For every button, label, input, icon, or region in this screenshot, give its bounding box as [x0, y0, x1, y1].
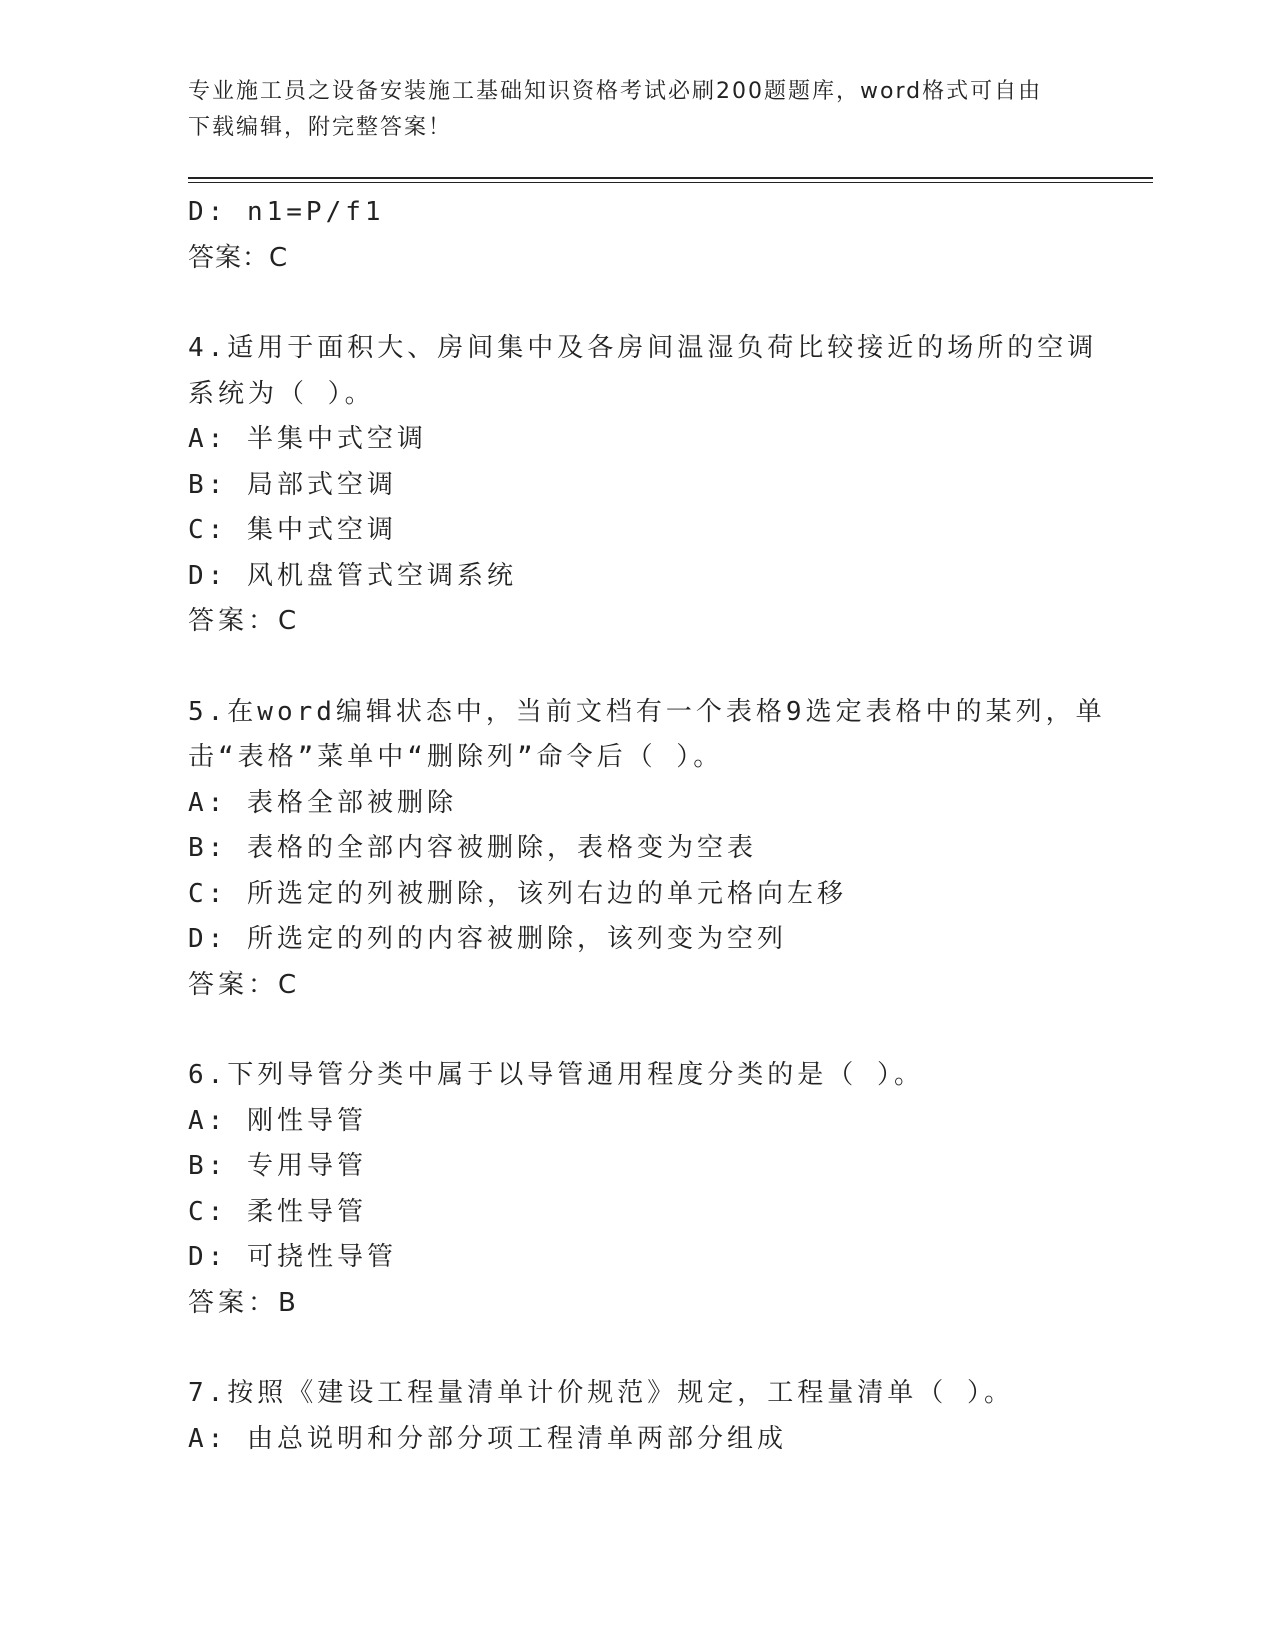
option-d: D: 可挠性导管	[188, 1242, 397, 1272]
answer-line: 答案：C	[188, 606, 301, 636]
header-divider-thin	[188, 182, 1153, 183]
question-stem-line: 系统为（ ）。	[188, 378, 375, 409]
previous-question-tail	[188, 190, 1088, 281]
question-stem-line: 击“表格”菜单中“删除列”命令后（ ）。	[188, 742, 724, 772]
option-a: A: 半集中式空调	[188, 424, 427, 454]
spacer	[188, 1008, 1088, 1053]
header-title-line-2: 下载编辑，附完整答案！	[188, 115, 453, 140]
option-d: D: 风机盘管式空调系统	[188, 560, 517, 591]
answer-line: 答案：B	[188, 1287, 300, 1318]
header-divider-thick	[188, 177, 1153, 179]
option-c: C: 所选定的列被删除，该列右边的单元格向左移	[188, 878, 847, 909]
answer-line: 答案：C	[188, 242, 289, 273]
answer-line: 答案：C	[188, 969, 301, 1000]
question-5	[188, 690, 1106, 1009]
option-a: A: 由总说明和分部分项工程清单两部分组成	[188, 1423, 787, 1454]
spacer	[188, 645, 1088, 690]
option-b: B: 局部式空调	[188, 469, 397, 500]
option-c: C: 柔性导管	[188, 1196, 367, 1227]
spacer	[188, 281, 1088, 326]
option-d: D: 所选定的列的内容被删除，该列变为空列	[188, 924, 787, 954]
question-stem-line: 6.下列导管分类中属于以导管通用程度分类的是（ ）。	[188, 1060, 924, 1090]
header-title-line-1: 专业施工员之设备安装施工基础知识资格考试必刷200题题库，word格式可自由	[188, 79, 1043, 104]
option-a: A: 刚性导管	[188, 1105, 367, 1136]
option-d: D: n1=P/f1	[188, 197, 385, 227]
question-content	[188, 190, 1106, 1462]
page-header	[188, 74, 1068, 146]
question-stem-line: 4.适用于面积大、房间集中及各房间温湿负荷比较接近的场所的空调	[188, 333, 1098, 363]
option-a: A: 表格全部被删除	[188, 787, 457, 818]
spacer	[188, 1326, 1088, 1371]
option-b: B: 专用导管	[188, 1151, 367, 1181]
question-6	[188, 1053, 1088, 1326]
question-stem-line: 5.在word编辑状态中，当前文档有一个表格9选定表格中的某列，单	[188, 696, 1106, 727]
question-stem-line: 7.按照《建设工程量清单计价规范》规定，工程量清单（ ）。	[188, 1378, 1014, 1408]
option-c: C: 集中式空调	[188, 515, 397, 545]
question-4	[188, 326, 1098, 645]
option-b: B: 表格的全部内容被删除，表格变为空表	[188, 833, 757, 863]
question-7	[188, 1371, 1088, 1462]
